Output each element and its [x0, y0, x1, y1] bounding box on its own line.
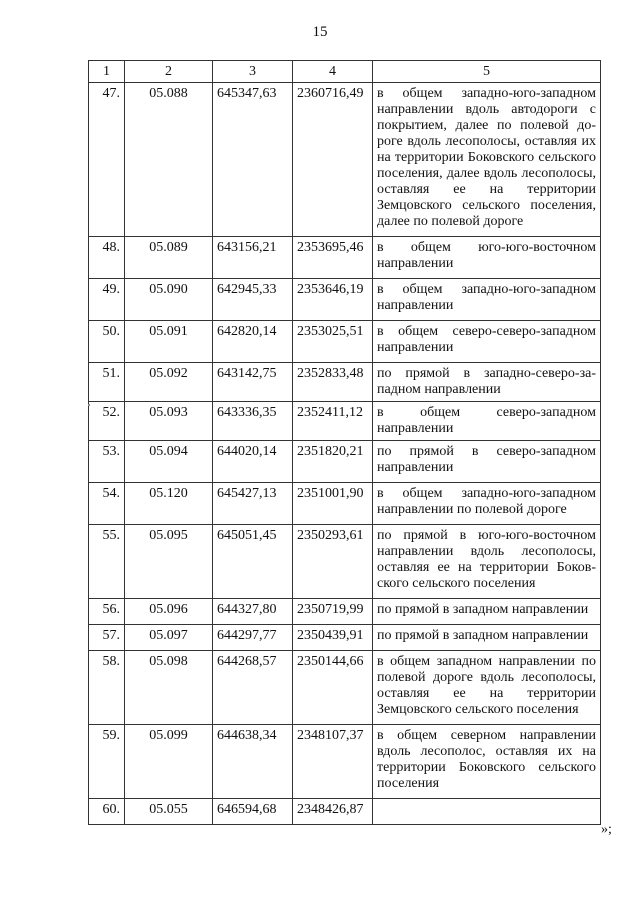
page-number: 15: [312, 24, 328, 40]
coord-y: 2353695,46: [293, 237, 373, 279]
boundary-description: в общем западно-юго-западном направлении вдоль автодороги с покрытием, далее по полевой дороге вдоль лесополосы, оставляя их на территории Боковского сельского поселения, далее вдоль лесополосы, оставляя ее на территории Земцовского сельского поселения, далее по полевой дороге: [373, 83, 601, 237]
point-code: 05.091: [125, 321, 213, 363]
boundary-description: в общем западном направлении по полевой дороге вдоль лесополосы, оставляя ее на территории Земцовского сельского поселения: [373, 651, 601, 725]
coord-y: 2348426,87: [293, 799, 373, 825]
coord-y: 2350144,66: [293, 651, 373, 725]
table-row: [89, 625, 601, 651]
column-header: 3: [213, 61, 293, 83]
coord-x: 642820,14: [213, 321, 293, 363]
table-body: [89, 83, 601, 825]
coord-x: 642945,33: [213, 279, 293, 321]
boundary-description: [373, 799, 601, 825]
boundary-description: по прямой в юго-юго-восточном направлении вдоль лесополосы, оставляя ее на территории Боковского сельского поселения: [373, 525, 601, 599]
boundary-description: по прямой в северо-западном направлении: [373, 441, 601, 483]
boundary-description: в общем северо-западном направлении: [373, 402, 601, 441]
coord-y: 2351820,21: [293, 441, 373, 483]
column-header: 5: [373, 61, 601, 83]
table-row: [89, 83, 601, 237]
row-number: 51.: [89, 363, 125, 402]
column-header: 2: [125, 61, 213, 83]
boundary-description: в общем юго-юго-восточном направлении: [373, 237, 601, 279]
table-row: [89, 279, 601, 321]
table-row: [89, 363, 601, 402]
closing-quote-mark: »;: [601, 822, 612, 837]
column-header: 4: [293, 61, 373, 83]
coord-y: 2360716,49: [293, 83, 373, 237]
row-number: 57.: [89, 625, 125, 651]
point-code: 05.088: [125, 83, 213, 237]
point-code: 05.092: [125, 363, 213, 402]
coord-x: 646594,68: [213, 799, 293, 825]
coord-y: 2353646,19: [293, 279, 373, 321]
table-row: [89, 799, 601, 825]
coord-x: 643156,21: [213, 237, 293, 279]
boundary-description: в общем северо-северо-западном направлении: [373, 321, 601, 363]
point-code: 05.098: [125, 651, 213, 725]
row-number: 60.: [89, 799, 125, 825]
point-code: 05.055: [125, 799, 213, 825]
point-code: 05.097: [125, 625, 213, 651]
boundary-description: в общем западно-юго-западном направлении: [373, 279, 601, 321]
coord-y: 2352411,12: [293, 402, 373, 441]
coord-y: 2351001,90: [293, 483, 373, 525]
coord-y: 2350439,91: [293, 625, 373, 651]
table-row: [89, 651, 601, 725]
coord-x: 644327,80: [213, 599, 293, 625]
row-number: 52.: [89, 402, 125, 441]
table-row: [89, 483, 601, 525]
coord-x: 644297,77: [213, 625, 293, 651]
coordinates-table: [88, 60, 601, 825]
table-row: [89, 525, 601, 599]
point-code: 05.120: [125, 483, 213, 525]
coord-x: 644638,34: [213, 725, 293, 799]
boundary-description: в общем северном направлении вдоль лесополос, оставляя их на территории Боковского сельского поселения: [373, 725, 601, 799]
point-code: 05.094: [125, 441, 213, 483]
coord-x: 643142,75: [213, 363, 293, 402]
coord-y: 2350293,61: [293, 525, 373, 599]
row-number: 53.: [89, 441, 125, 483]
coord-x: 643336,35: [213, 402, 293, 441]
table-header-row: [89, 61, 601, 83]
margin-dot: [88, 404, 90, 406]
coord-x: 645051,45: [213, 525, 293, 599]
boundary-description: по прямой в западном направлении: [373, 599, 601, 625]
boundary-description: по прямой в западно-северо-западном направлении: [373, 363, 601, 402]
point-code: 05.099: [125, 725, 213, 799]
table-row: [89, 725, 601, 799]
row-number: 47.: [89, 83, 125, 237]
table-row: [89, 599, 601, 625]
point-code: 05.095: [125, 525, 213, 599]
coord-y: 2350719,99: [293, 599, 373, 625]
row-number: 49.: [89, 279, 125, 321]
table-row: [89, 441, 601, 483]
row-number: 59.: [89, 725, 125, 799]
table-row: [89, 402, 601, 441]
row-number: 55.: [89, 525, 125, 599]
row-number: 48.: [89, 237, 125, 279]
row-number: 54.: [89, 483, 125, 525]
point-code: 05.090: [125, 279, 213, 321]
row-number: 56.: [89, 599, 125, 625]
coord-x: 644268,57: [213, 651, 293, 725]
row-number: 50.: [89, 321, 125, 363]
coord-x: 645427,13: [213, 483, 293, 525]
boundary-description: по прямой в западном направлении: [373, 625, 601, 651]
column-header: 1: [89, 61, 125, 83]
point-code: 05.089: [125, 237, 213, 279]
table-row: [89, 237, 601, 279]
coord-x: 644020,14: [213, 441, 293, 483]
coord-y: 2353025,51: [293, 321, 373, 363]
boundary-description: в общем западно-юго-западном направлении по полевой дороге: [373, 483, 601, 525]
point-code: 05.093: [125, 402, 213, 441]
coord-y: 2352833,48: [293, 363, 373, 402]
table-row: [89, 321, 601, 363]
row-number: 58.: [89, 651, 125, 725]
coord-y: 2348107,37: [293, 725, 373, 799]
coord-x: 645347,63: [213, 83, 293, 237]
point-code: 05.096: [125, 599, 213, 625]
